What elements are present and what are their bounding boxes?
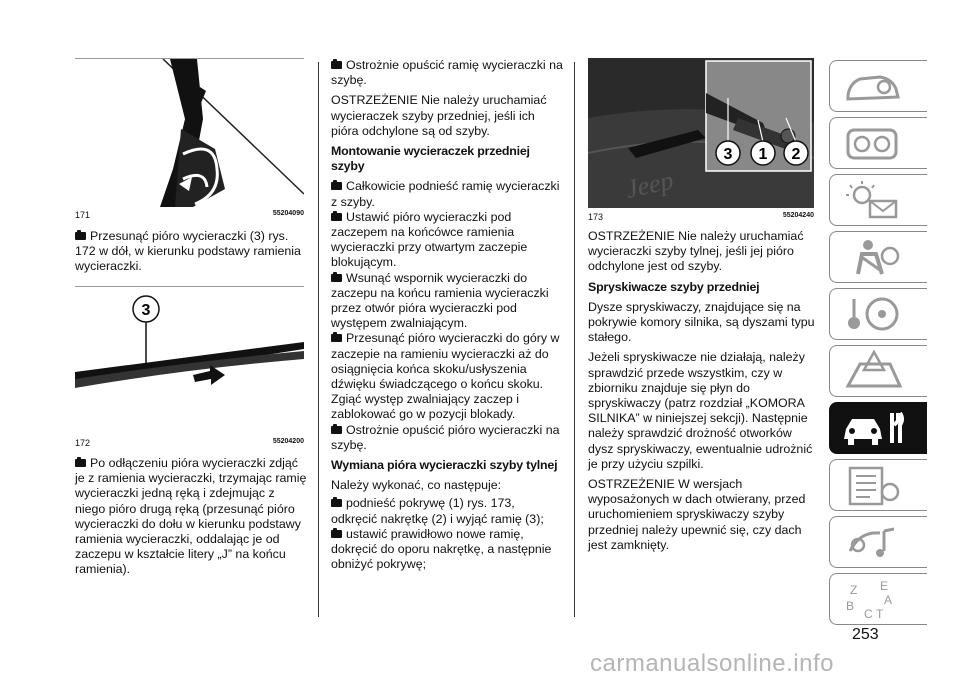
- figure-number: 173: [588, 212, 604, 222]
- tab-service-list[interactable]: [829, 459, 927, 511]
- svg-text:T: T: [876, 607, 884, 620]
- tab-dashboard-gauge[interactable]: [829, 117, 927, 169]
- section-heading: Wymiana pióra wycieraczki szyby tylnej: [331, 458, 558, 473]
- bullet-icon: [331, 499, 342, 507]
- list-item: Ostrożnie opuścić pióro wycieraczki na szybę.: [331, 422, 560, 452]
- list-item: Całkowicie podnieść ramię wycieraczki z szyby.: [331, 179, 560, 209]
- column-2-text: [331, 58, 563, 573]
- tab-sun-mail[interactable]: [829, 174, 927, 226]
- list-item: Ustawić pióro wycieraczki pod zaczepem na końcówce ramienia wycieraczki przy otwartym zaczepie blokującym.: [331, 209, 528, 270]
- svg-text:C: C: [864, 607, 873, 620]
- figure-171-image: [75, 58, 304, 207]
- svg-text:B: B: [846, 599, 855, 613]
- callout-label-2: 2: [791, 146, 801, 163]
- paragraph: Należy wykonać, co następuje:: [331, 478, 502, 493]
- tab-warning-car[interactable]: [829, 345, 927, 397]
- car-dashboard-icon: [840, 65, 910, 107]
- warning-paragraph: OSTRZEŻENIE Nie należy uruchamiać wycieraczki szyby tylnej, jeśli jej pióro odchylone jest od szyby.: [588, 229, 804, 274]
- bullet-icon: [331, 182, 342, 190]
- section-heading: Spryskiwacze szyby przedniej: [588, 279, 760, 294]
- column-divider-1: [318, 62, 319, 617]
- car-wrench-icon: [840, 407, 910, 449]
- column-1-text-bottom: [75, 456, 307, 583]
- figure-171-caption: [75, 210, 304, 220]
- figure-number: 171: [75, 210, 91, 220]
- bullet-icon: [331, 61, 342, 69]
- paragraph: Dysze spryskiwaczy, znajdujące się na pokrywie komory silnika, są dyszami typu stałego.: [588, 299, 815, 345]
- svg-text:A: A: [884, 593, 893, 607]
- steering-wheel-icon: [840, 293, 910, 335]
- warning-paragraph: OSTRZEŻENIE Nie należy uruchamiać wycieraczek szyby przedniej, jeśli ich pióra odchylone są od szyby.: [331, 93, 547, 138]
- paragraph: Ostrożnie opuścić ramię wycieraczki na szybę.: [331, 58, 563, 88]
- page-number: 253: [852, 626, 879, 643]
- bullet-icon: [331, 274, 342, 282]
- tab-car-dashboard[interactable]: [829, 60, 927, 112]
- callout-label-1: 1: [758, 146, 768, 163]
- section-heading: Montowanie wycieraczek przedniej szyby: [331, 144, 530, 174]
- list-item: Przesunąć pióro wycieraczki do góry w zaczepie na ramieniu wycieraczki aż do osiągnięcia końca skoku/usłyszenia dźwięku świadczącego o końcu skoku. Zgiąć występ zwalniający zaczep i zablokować go w pozycji blokady.: [331, 331, 560, 422]
- figure-173-caption: [588, 212, 814, 222]
- tab-car-wrench[interactable]: [829, 402, 927, 454]
- tab-airbag-seatbelt[interactable]: [829, 231, 927, 283]
- warning-car-icon: [840, 350, 910, 392]
- column-1-text-top: [75, 229, 307, 280]
- tab-music-nav[interactable]: [829, 516, 927, 568]
- list-item: podnieść pokrywę (1) rys. 173, odkręcić nakrętkę (2) i wyjąć ramię (3);: [331, 496, 544, 526]
- list-item: Wsunąć wspornik wycieraczki do zaczepu na końcu ramienia wycieraczki przez otwór pióra wycieraczki pod występem zwalniającym.: [331, 270, 549, 331]
- figure-code: 55204200: [272, 438, 304, 445]
- figure-code: 55204240: [782, 212, 814, 219]
- bullet-icon: [331, 530, 342, 538]
- music-nav-icon: [840, 521, 910, 563]
- bullet-icon: [75, 459, 86, 467]
- paragraph: Przesunąć pióro wycieraczki (3) rys. 172 w dół, w kierunku podstawy ramienia wycieraczki.: [75, 229, 301, 274]
- callout-label-3: 3: [723, 146, 733, 163]
- svg-text:Jeep: Jeep: [623, 165, 676, 204]
- tab-steering-wheel[interactable]: [829, 288, 927, 340]
- bullet-icon: [331, 334, 342, 342]
- svg-text:E: E: [880, 579, 889, 593]
- alphabet-index-icon: [840, 578, 910, 620]
- column-3-text: [588, 229, 816, 558]
- bullet-icon: [331, 426, 342, 434]
- column-divider-2: [574, 62, 575, 617]
- paragraph: Jeżeli spryskiwacze nie działają, należy sprawdzić przede wszystkim, czy w zbiorniku znajduje się płyn do spryskiwaczy (patrz rozdział „KOMORA SILNIKA” w niniejszej sekcji). Następnie należy sprawdzić drożność otworków dysz spryskiwaczy, ewentualnie udrożnić je przy użyciu szpilki.: [588, 350, 813, 471]
- figure-code: 55204090: [272, 210, 304, 217]
- dashboard-gauge-icon: [840, 122, 910, 164]
- bullet-icon: [75, 232, 86, 240]
- figure-number: 172: [75, 438, 91, 448]
- watermark-text: carmanualsonline.info: [590, 650, 834, 677]
- airbag-seatbelt-icon: [840, 236, 910, 278]
- svg-text:Z: Z: [850, 583, 858, 597]
- paragraph: OSTRZEŻENIE W wersjach wyposażonych w dach otwierany, przed uruchomieniem spryskiwaczy szyby przedniej należy upewnić się, czy dach jest zamknięty.: [588, 477, 806, 552]
- figure-172-caption: [75, 438, 304, 448]
- list-item: ustawić prawidłowo nowe ramię, dokręcić do oporu nakrętkę, a następnie obniżyć pokrywę;: [331, 526, 552, 572]
- service-list-icon: [840, 464, 910, 506]
- tab-alphabet-index[interactable]: [829, 573, 927, 625]
- paragraph: Po odłączeniu pióra wycieraczki zdjąć je z ramienia wycieraczki, trzymając ramię wycieraczki jedną ręką i zdejmując z niego pióro drugą ręką (przesunąć pióro wycieraczki do dołu w kierunku podstawy ramienia wycieraczki, oddalając je od zaczepu w kształcie litery „J” na końcu ramienia).: [75, 456, 307, 577]
- figure-172-image: [75, 286, 304, 433]
- figure-173-image: [588, 58, 814, 208]
- sun-mail-icon: [840, 179, 910, 221]
- bullet-icon: [331, 213, 342, 221]
- callout-label-3: 3: [141, 302, 151, 319]
